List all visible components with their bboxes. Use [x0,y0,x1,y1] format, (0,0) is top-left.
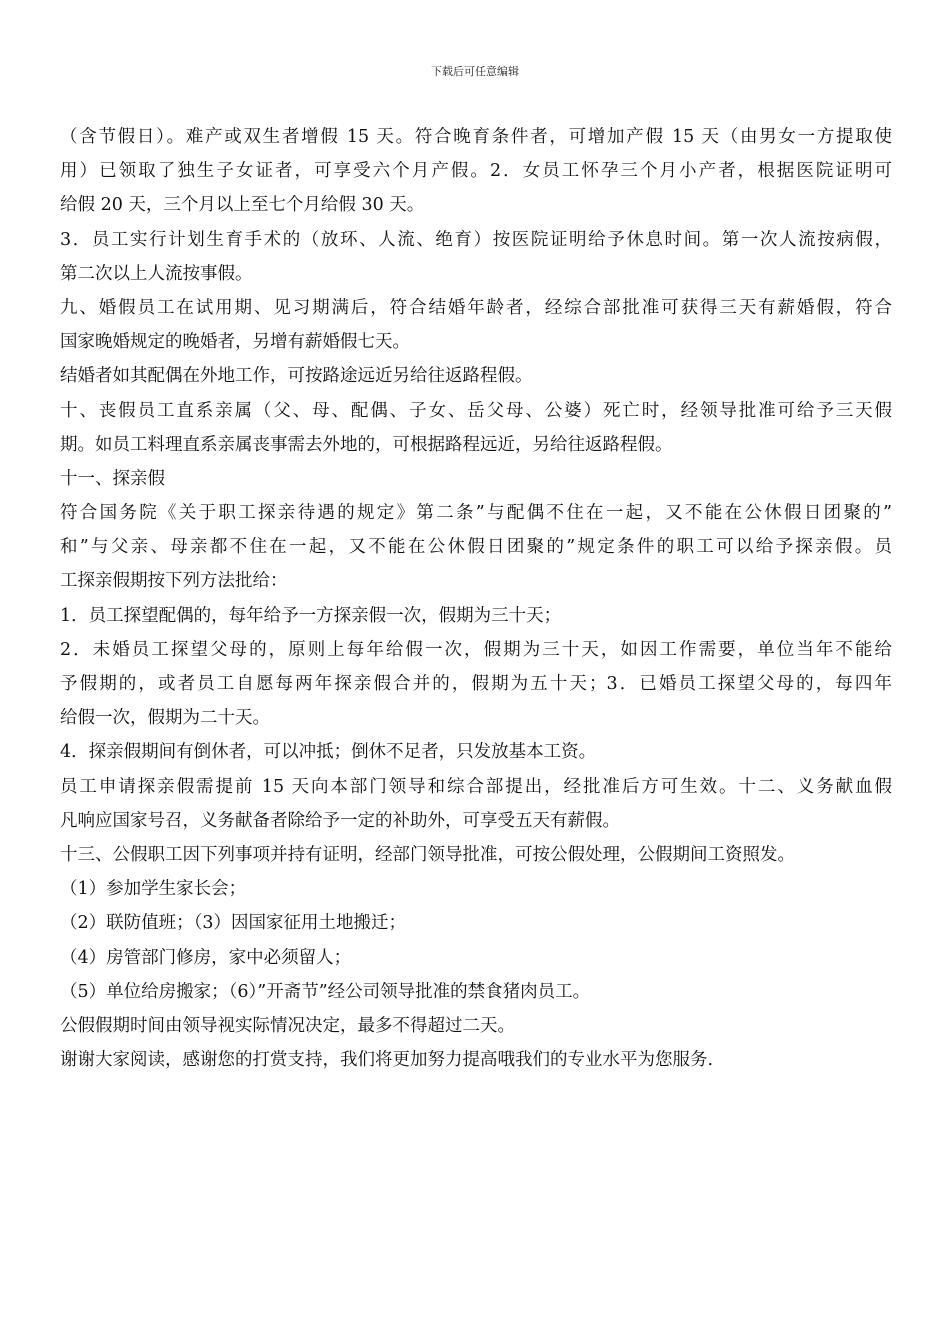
text-line: （5）单位给房搬家；（6）”开斋节”经公司领导批准的禁食猪肉员工。 [60,981,591,1002]
document-body [60,120,892,1077]
text-line: （含节假日）。难产或双生者增假 15 天。符合晚育条件者，可增加产假 15 天（由男女一方提取使 [60,127,892,147]
text-line: 1．员工探望配偶的，每年给予一方探亲假一次，假期为三十天； [60,605,562,626]
text-line: 结婚者如其配偶在外地工作，可按路途远近另给往返路程假。 [60,366,533,387]
text-line: 符合国务院《关于职工探亲待遇的规定》第二条”与配偶不住在一起，又不能在公休假日团聚的” [60,503,892,524]
text-line: 十三、公假职工因下列事项并持有证明，经部门领导批准，可按公假处理，公假期间工资照发。 [60,844,795,865]
text-line: 公假假期时间由领导视实际情况决定，最多不得超过二天。 [60,1015,515,1036]
text-line: 国家晚婚规定的晚婚者，另增有薪婚假七天。 [60,332,410,353]
text-line: 员工申请探亲假需提前 15 天向本部门领导和综合部提出，经批准后方可生效。十二、义务献血假 [60,776,892,797]
text-line: 期。如员工料理直系亲属丧事需去外地的，可根据路程远近，另给往返路程假。 [60,434,673,455]
text-line: 第二次以上人流按事假。 [60,263,253,284]
page-header: 下载后可任意编辑 [431,65,519,78]
text-line: 用）已领取了独生子女证者，可享受六个月产假。2．女员工怀孕三个月小产者，根据医院证明可 [60,161,892,182]
text-line: 工探亲假期按下列方法批给： [60,571,288,592]
text-line: （2）联防值班；（3）因国家征用土地搬迁； [60,913,407,934]
text-line: 给假一次，假期为二十天。 [60,708,270,729]
text-line: 予假期的，或者员工自愿每两年探亲假合并的，假期为五十天；3．已婚员工探望父母的，每四年 [60,674,892,694]
text-line: （4）房管部门修房，家中必须留人； [60,947,352,968]
text-line: 九、婚假员工在试用期、见习期满后，符合结婚年龄者，经综合部批准可获得三天有薪婚假，符合 [60,297,892,318]
text-line: 2．未婚员工探望父母的，原则上每年给假一次，假期为三十天，如因工作需要，单位当年不能给 [60,639,892,660]
text-line: 给假 20 天，三个月以上至七个月给假 30 天。 [60,195,425,216]
text-line: 谢谢大家阅读，感谢您的打赏支持，我们将更加努力提高哦我们的专业水平为您服务. [60,1050,714,1071]
text-line: 十一、探亲假 [60,468,165,489]
text-line: 十、丧假员工直系亲属（父、母、配偶、子女、岳父母、公婆）死亡时，经领导批准可给予三天假 [60,400,892,421]
text-line: 凡响应国家号召，义务献备者除给予一定的补助外，可享受五天有薪假。 [60,810,620,831]
text-line: 4．探亲假期间有倒休者，可以冲抵；倒休不足者，只发放基本工资。 [60,742,597,763]
text-line: （1）参加学生家长会； [60,879,247,900]
text-line: 和”与父亲、母亲都不住在一起，又不能在公休假日团聚的”规定条件的职工可以给予探亲假。员 [60,537,892,558]
text-line: 3．员工实行计划生育手术的（放环、人流、绝育）按医院证明给予休息时间。第一次人流按病假， [60,229,892,250]
